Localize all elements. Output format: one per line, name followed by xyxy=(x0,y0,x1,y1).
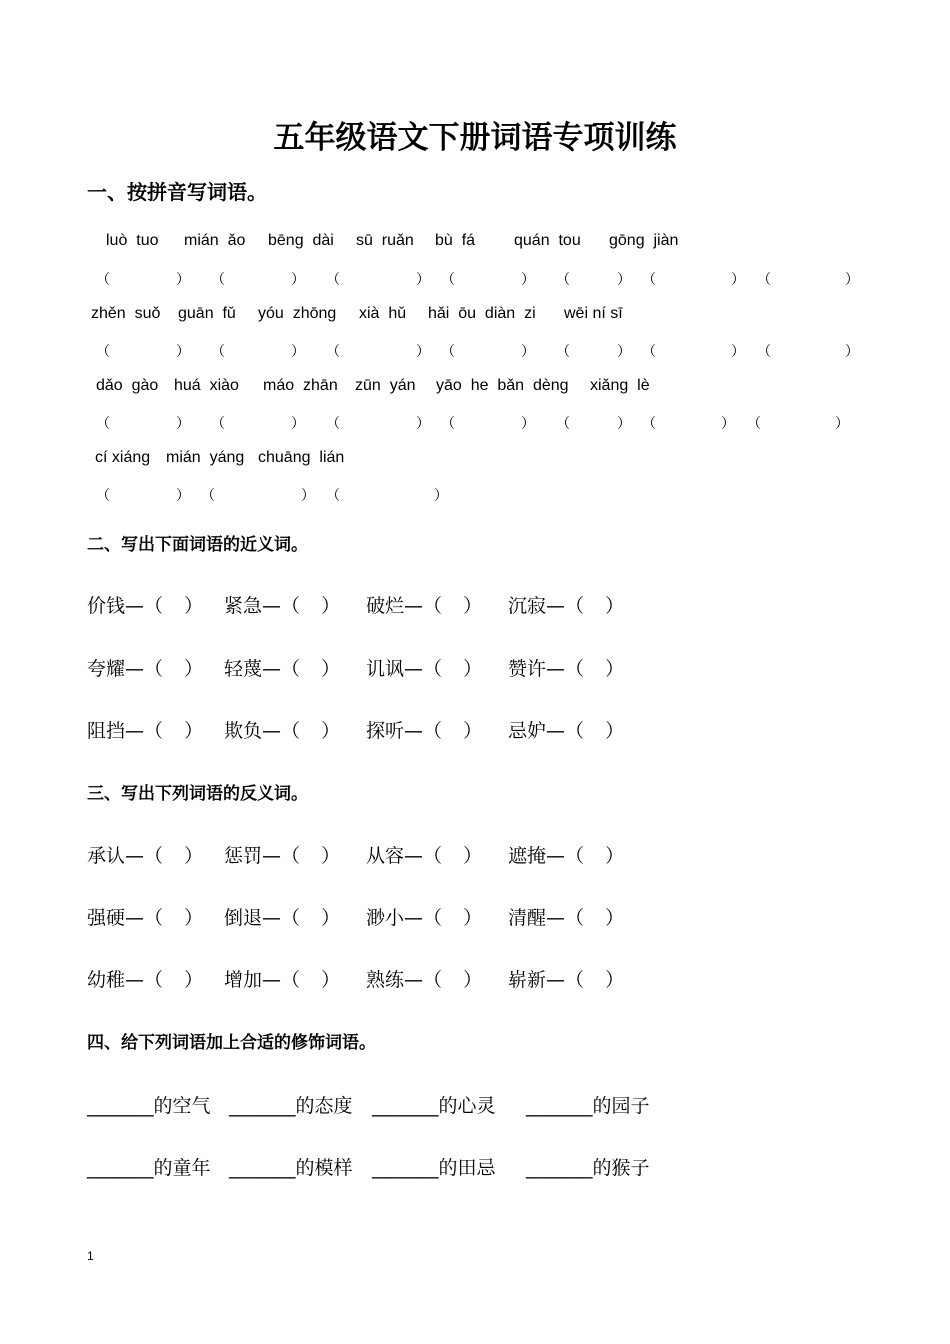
pinyin-row xyxy=(0,374,950,398)
word-text: 紧急 xyxy=(224,595,263,617)
answer-blank-open[interactable]: （ xyxy=(441,343,455,359)
pinyin-text: gōng jiàn xyxy=(609,232,679,249)
answer-blank-open[interactable]: （ xyxy=(326,343,340,359)
answer-blank-close[interactable]: ） xyxy=(176,271,190,287)
answer-blank[interactable]: （ ） xyxy=(144,721,204,742)
dash: — xyxy=(404,845,424,867)
answer-blank[interactable]: （ ） xyxy=(423,908,483,929)
dash: — xyxy=(546,720,566,742)
word-item xyxy=(224,655,340,684)
word-row xyxy=(0,655,950,683)
answer-blank[interactable]: （ ） xyxy=(423,659,483,680)
section2-heading: 二、写出下面词语的近义词。 xyxy=(87,535,308,555)
dash: — xyxy=(404,595,424,617)
answer-bracket-row xyxy=(0,483,950,507)
answer-blank-close[interactable]: ） xyxy=(721,415,735,431)
answer-blank-close[interactable]: ） xyxy=(434,487,448,503)
dash: — xyxy=(546,969,566,991)
word-text: 熟练 xyxy=(366,969,405,991)
dash: — xyxy=(125,595,145,617)
answer-blank-close[interactable]: ） xyxy=(617,415,631,431)
answer-blank-open[interactable]: （ xyxy=(326,415,340,431)
word-item xyxy=(366,592,482,621)
answer-blank-open[interactable]: （ xyxy=(211,343,225,359)
pinyin-text: wēi ní sī xyxy=(564,305,623,322)
fill-row xyxy=(0,1092,950,1120)
word-text: 渺小 xyxy=(366,907,405,929)
word-text: 轻蔑 xyxy=(224,658,263,680)
dash: — xyxy=(262,845,282,867)
word-item xyxy=(87,655,203,684)
word-item xyxy=(366,717,482,746)
answer-blank-close[interactable]: ） xyxy=(416,415,430,431)
word-item xyxy=(366,655,482,684)
word-text: 幼稚 xyxy=(87,969,126,991)
pinyin-text: huá xiào xyxy=(174,377,239,394)
pinyin-text: máo zhān xyxy=(263,377,338,394)
answer-blank-close[interactable]: ） xyxy=(176,343,190,359)
word-item xyxy=(508,717,624,746)
pinyin-row xyxy=(0,229,950,253)
answer-blank-open[interactable]: （ xyxy=(326,487,340,503)
answer-blank-close[interactable]: ） xyxy=(291,271,305,287)
page-title: 五年级语文下册词语专项训练 xyxy=(273,120,677,156)
answer-blank[interactable]: （ ） xyxy=(144,846,204,867)
word-text: 探听 xyxy=(366,720,405,742)
word-row xyxy=(0,966,950,994)
answer-blank-open[interactable]: （ xyxy=(326,271,340,287)
word-text: 崭新 xyxy=(508,969,547,991)
answer-blank-close[interactable]: ） xyxy=(845,271,859,287)
word-text: 增加 xyxy=(224,969,263,991)
word-item xyxy=(366,966,482,995)
word-item xyxy=(508,904,624,933)
word-text: 从容 xyxy=(366,845,405,867)
pinyin-text: xià hǔ xyxy=(359,305,407,322)
section1-heading: 一、按拼音写词语。 xyxy=(87,180,267,204)
dash: — xyxy=(404,969,424,991)
section4-heading: 四、给下列词语加上合适的修饰词语。 xyxy=(87,1033,376,1053)
word-row xyxy=(0,842,950,870)
word-item xyxy=(366,842,482,871)
answer-blank-open[interactable]: （ xyxy=(556,415,570,431)
fill-in-phrase[interactable]: _______的空气 xyxy=(87,1095,211,1117)
word-text: 倒退 xyxy=(224,907,263,929)
word-text: 清醒 xyxy=(508,907,547,929)
answer-blank-open[interactable]: （ xyxy=(757,271,771,287)
answer-blank-close[interactable]: ） xyxy=(176,487,190,503)
answer-blank-close[interactable]: ） xyxy=(416,271,430,287)
pinyin-text: yāo he bǎn dèng xyxy=(436,377,569,394)
answer-blank-close[interactable]: ） xyxy=(291,343,305,359)
answer-blank-open[interactable]: （ xyxy=(96,343,110,359)
fill-row xyxy=(0,1154,950,1182)
pinyin-text: luò tuo xyxy=(106,232,159,249)
pinyin-text: bēng dài xyxy=(268,232,334,249)
answer-bracket-row xyxy=(0,339,950,363)
word-item xyxy=(508,842,624,871)
answer-blank-open[interactable]: （ xyxy=(642,271,656,287)
answer-blank-close[interactable]: ） xyxy=(521,415,535,431)
word-item xyxy=(224,966,340,995)
word-text: 遮掩 xyxy=(508,845,547,867)
dash: — xyxy=(546,595,566,617)
answer-blank[interactable]: （ ） xyxy=(144,908,204,929)
word-text: 忌妒 xyxy=(508,720,547,742)
word-item xyxy=(224,717,340,746)
word-item xyxy=(224,904,340,933)
dash: — xyxy=(125,720,145,742)
answer-blank-open[interactable]: （ xyxy=(747,415,761,431)
answer-blank[interactable]: （ ） xyxy=(565,908,625,929)
dash: — xyxy=(125,969,145,991)
answer-blank-close[interactable]: ） xyxy=(731,343,745,359)
answer-bracket-row xyxy=(0,267,950,291)
answer-blank[interactable]: （ ） xyxy=(281,659,341,680)
answer-blank[interactable]: （ ） xyxy=(565,970,625,991)
dash: — xyxy=(262,720,282,742)
word-item xyxy=(87,904,203,933)
dash: — xyxy=(404,720,424,742)
word-item xyxy=(224,842,340,871)
answer-blank-open[interactable]: （ xyxy=(556,271,570,287)
pinyin-text: yóu zhōng xyxy=(258,305,337,322)
answer-bracket-row xyxy=(0,411,950,435)
pinyin-text: mián yáng xyxy=(166,449,245,466)
word-row xyxy=(0,717,950,745)
pinyin-text: cí xiáng xyxy=(95,449,151,466)
answer-blank-open[interactable]: （ xyxy=(441,271,455,287)
dash: — xyxy=(262,595,282,617)
answer-blank-close[interactable]: ） xyxy=(731,271,745,287)
answer-blank-open[interactable]: （ xyxy=(642,415,656,431)
word-text: 破烂 xyxy=(366,595,405,617)
answer-blank-open[interactable]: （ xyxy=(556,343,570,359)
dash: — xyxy=(262,969,282,991)
word-item xyxy=(508,655,624,684)
answer-blank[interactable]: （ ） xyxy=(423,721,483,742)
word-text: 价钱 xyxy=(87,595,126,617)
answer-blank-open[interactable]: （ xyxy=(201,487,215,503)
word-text: 承认 xyxy=(87,845,126,867)
page-number: 1 xyxy=(87,1249,94,1263)
pinyin-row xyxy=(0,302,950,326)
answer-blank[interactable]: （ ） xyxy=(144,596,204,617)
pinyin-row xyxy=(0,446,950,470)
pinyin-text: hǎi ōu diàn zi xyxy=(428,305,536,322)
answer-blank-open[interactable]: （ xyxy=(211,415,225,431)
section3-heading: 三、写出下列词语的反义词。 xyxy=(87,784,308,804)
dash: — xyxy=(125,845,145,867)
word-item xyxy=(508,592,624,621)
answer-blank[interactable]: （ ） xyxy=(144,970,204,991)
pinyin-text: guān fǔ xyxy=(178,305,236,322)
answer-blank-open[interactable]: （ xyxy=(96,487,110,503)
answer-blank[interactable]: （ ） xyxy=(423,970,483,991)
answer-blank-close[interactable]: ） xyxy=(617,271,631,287)
dash: — xyxy=(404,907,424,929)
answer-blank-open[interactable]: （ xyxy=(642,343,656,359)
answer-blank-close[interactable]: ） xyxy=(835,415,849,431)
word-text: 欺负 xyxy=(224,720,263,742)
pinyin-text: mián ǎo xyxy=(184,232,246,249)
pinyin-text: zūn yán xyxy=(355,377,416,394)
fill-in-phrase[interactable]: _______的园子 xyxy=(526,1095,650,1117)
answer-blank-open[interactable]: （ xyxy=(757,343,771,359)
dash: — xyxy=(404,658,424,680)
answer-blank[interactable]: （ ） xyxy=(281,721,341,742)
dash: — xyxy=(125,658,145,680)
answer-blank-close[interactable]: ） xyxy=(416,343,430,359)
dash: — xyxy=(262,658,282,680)
word-text: 强硬 xyxy=(87,907,126,929)
answer-blank[interactable]: （ ） xyxy=(281,846,341,867)
word-item xyxy=(87,966,203,995)
answer-blank-close[interactable]: ） xyxy=(291,415,305,431)
pinyin-text: chuāng lián xyxy=(258,449,345,466)
word-text: 赞许 xyxy=(508,658,547,680)
answer-blank-close[interactable]: ） xyxy=(176,415,190,431)
answer-blank-open[interactable]: （ xyxy=(96,415,110,431)
pinyin-text: xiǎng lè xyxy=(590,377,650,394)
answer-blank-close[interactable]: ） xyxy=(845,343,859,359)
answer-blank-open[interactable]: （ xyxy=(96,271,110,287)
dash: — xyxy=(125,907,145,929)
answer-blank[interactable]: （ ） xyxy=(565,659,625,680)
word-text: 惩罚 xyxy=(224,845,263,867)
fill-in-phrase[interactable]: _______的心灵 xyxy=(372,1095,496,1117)
dash: — xyxy=(546,907,566,929)
pinyin-text: zhěn suǒ xyxy=(91,305,161,322)
answer-blank-open[interactable]: （ xyxy=(441,415,455,431)
fill-in-phrase[interactable]: _______的模样 xyxy=(229,1157,353,1179)
fill-in-phrase[interactable]: _______的田忌 xyxy=(372,1157,496,1179)
pinyin-text: quán tou xyxy=(514,232,581,249)
answer-blank[interactable]: （ ） xyxy=(281,596,341,617)
pinyin-text: dǎo gào xyxy=(96,377,159,394)
answer-blank-close[interactable]: ） xyxy=(521,271,535,287)
answer-blank[interactable]: （ ） xyxy=(423,596,483,617)
word-row xyxy=(0,592,950,620)
answer-blank-open[interactable]: （ xyxy=(211,271,225,287)
dash: — xyxy=(262,907,282,929)
word-item xyxy=(87,592,203,621)
answer-blank-close[interactable]: ） xyxy=(617,343,631,359)
answer-blank-close[interactable]: ） xyxy=(521,343,535,359)
word-item xyxy=(224,592,340,621)
word-item xyxy=(366,904,482,933)
word-item xyxy=(508,966,624,995)
answer-blank[interactable]: （ ） xyxy=(281,908,341,929)
answer-blank-close[interactable]: ） xyxy=(301,487,315,503)
word-text: 阻挡 xyxy=(87,720,126,742)
answer-blank[interactable]: （ ） xyxy=(144,659,204,680)
fill-in-phrase[interactable]: _______的童年 xyxy=(87,1157,211,1179)
answer-blank[interactable]: （ ） xyxy=(423,846,483,867)
answer-blank[interactable]: （ ） xyxy=(565,846,625,867)
word-text: 讥讽 xyxy=(366,658,405,680)
fill-in-phrase[interactable]: _______的猴子 xyxy=(526,1157,650,1179)
pinyin-text: bù fá xyxy=(435,232,476,249)
word-text: 沉寂 xyxy=(508,595,547,617)
dash: — xyxy=(546,845,566,867)
word-row xyxy=(0,904,950,932)
answer-blank[interactable]: （ ） xyxy=(565,596,625,617)
pinyin-text: sū ruǎn xyxy=(356,232,414,249)
word-item xyxy=(87,842,203,871)
fill-in-phrase[interactable]: _______的态度 xyxy=(229,1095,353,1117)
answer-blank[interactable]: （ ） xyxy=(565,721,625,742)
answer-blank[interactable]: （ ） xyxy=(281,970,341,991)
word-item xyxy=(87,717,203,746)
word-text: 夸耀 xyxy=(87,658,126,680)
dash: — xyxy=(546,658,566,680)
